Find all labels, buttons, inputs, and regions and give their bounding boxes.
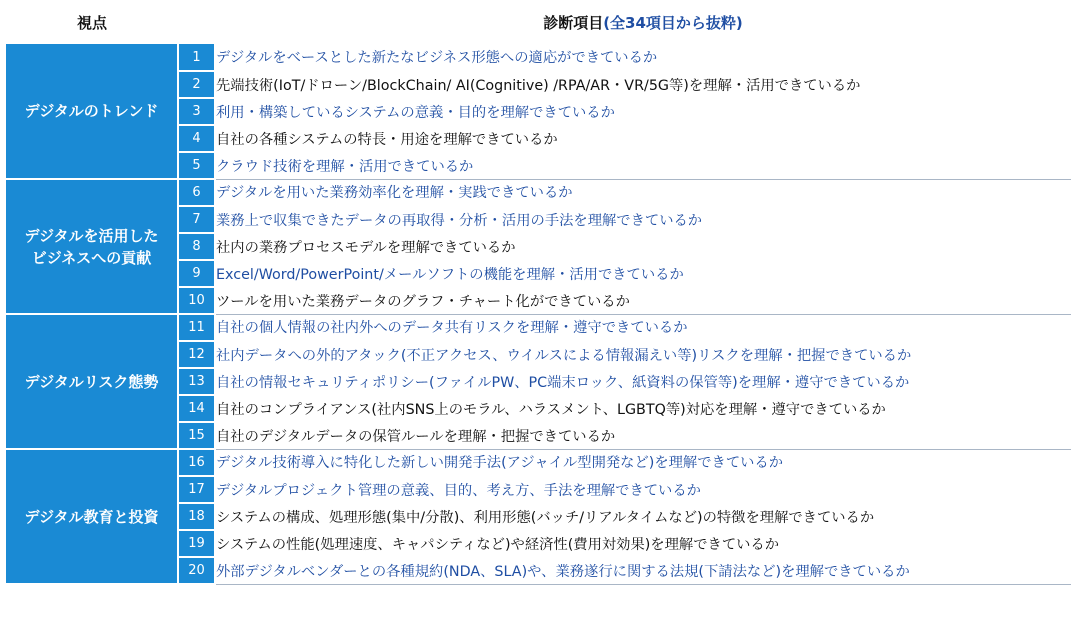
table-row — [6, 44, 1071, 71]
section-label: デジタルリスク態勢 — [6, 314, 178, 449]
item-number: 14 — [178, 395, 215, 422]
item-text: デジタルプロジェクト管理の意義、目的、考え方、手法を理解できているか — [215, 476, 1071, 503]
item-text: デジタルを用いた業務効率化を理解・実践できているか — [215, 179, 1071, 206]
item-text: 外部デジタルベンダーとの各種規約(NDA、SLA)や、業務遂行に関する法規(下請法など)を理解できているか — [215, 557, 1071, 584]
item-text: デジタル技術導入に特化した新しい開発手法(アジャイル型開発など)を理解できているか — [215, 449, 1071, 476]
item-number: 10 — [178, 287, 215, 314]
item-text: 自社の各種システムの特長・用途を理解できているか — [215, 125, 1071, 152]
item-number: 7 — [178, 206, 215, 233]
item-number: 8 — [178, 233, 215, 260]
item-number: 1 — [178, 44, 215, 71]
section-label: デジタル教育と投資 — [6, 449, 178, 584]
item-number: 2 — [178, 71, 215, 98]
item-text: クラウド技術を理解・活用できているか — [215, 152, 1071, 179]
item-number: 11 — [178, 314, 215, 341]
item-number: 5 — [178, 152, 215, 179]
item-number: 20 — [178, 557, 215, 584]
item-text: 先端技術(IoT/ドローン/BlockChain/ AI(Cognitive) /RPA/AR・VR/5G等)を理解・活用できているか — [215, 71, 1071, 98]
item-text: 自社のコンプライアンス(社内SNS上のモラル、ハラスメント、LGBTQ等)対応を理解・遵守できているか — [215, 395, 1071, 422]
header-items — [215, 0, 1071, 44]
item-text: 自社のデジタルデータの保管ルールを理解・把握できているか — [215, 422, 1071, 449]
item-number: 3 — [178, 98, 215, 125]
item-number: 19 — [178, 530, 215, 557]
item-number: 18 — [178, 503, 215, 530]
diagnostic-table — [6, 44, 1071, 585]
header-items-note: (全34項目から抜粋) — [603, 13, 743, 32]
item-text: 社内データへの外的アタック(不正アクセス、ウイルスによる情報漏えい等)リスクを理解・把握できているか — [215, 341, 1071, 368]
table-row — [6, 449, 1071, 476]
section-label: デジタルのトレンド — [6, 44, 178, 179]
item-text: 自社の情報セキュリティポリシー(ファイルPW、PC端末ロック、紙資料の保管等)を理解・遵守できているか — [215, 368, 1071, 395]
item-number: 9 — [178, 260, 215, 287]
item-text: システムの性能(処理速度、キャパシティなど)や経済性(費用対効果)を理解できているか — [215, 530, 1071, 557]
header-viewpoint: 視点 — [76, 13, 107, 32]
table-row — [6, 179, 1071, 206]
item-text: 利用・構築しているシステムの意義・目的を理解できているか — [215, 98, 1071, 125]
item-text: デジタルをベースとした新たなビジネス形態への適応ができているか — [215, 44, 1071, 71]
item-text: ツールを用いた業務データのグラフ・チャート化ができているか — [215, 287, 1071, 314]
item-text: 社内の業務プロセスモデルを理解できているか — [215, 233, 1071, 260]
item-number: 12 — [178, 341, 215, 368]
item-number: 6 — [178, 179, 215, 206]
item-text: システムの構成、処理形態(集中/分散)、利用形態(バッチ/リアルタイムなど)の特徴を理解できているか — [215, 503, 1071, 530]
header-items-title: 診断項目 — [543, 13, 604, 32]
item-text: 業務上で収集できたデータの再取得・分析・活用の手法を理解できているか — [215, 206, 1071, 233]
table-row — [6, 314, 1071, 341]
item-number: 17 — [178, 476, 215, 503]
item-number: 13 — [178, 368, 215, 395]
item-number: 4 — [178, 125, 215, 152]
section-label: デジタルを活用した ビジネスへの貢献 — [6, 179, 178, 314]
item-text: Excel/Word/PowerPoint/メールソフトの機能を理解・活用できているか — [215, 260, 1071, 287]
item-text: 自社の個人情報の社内外へのデータ共有リスクを理解・遵守できているか — [215, 314, 1071, 341]
diagnostic-table-body — [6, 44, 1071, 584]
item-number: 15 — [178, 422, 215, 449]
item-number: 16 — [178, 449, 215, 476]
